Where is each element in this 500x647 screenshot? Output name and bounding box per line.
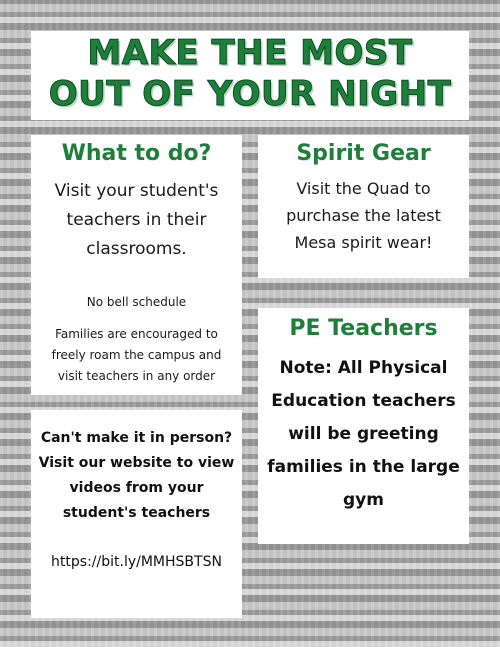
website-link[interactable]: https://bit.ly/MMHSBTSN — [51, 554, 222, 570]
pe-teachers-panel — [258, 308, 469, 544]
what-to-do-text: Visit your student's teachers in their classrooms. — [54, 181, 219, 259]
pe-teachers-note: Note: All Physical Education teachers will be greeting families in the large gym — [267, 358, 460, 510]
spirit-gear-text: Visit the Quad to purchase the latest Mesa spirit wear! — [286, 179, 441, 252]
online-message: Can't make it in person? Visit our website to view videos from your student's teachers — [38, 430, 235, 521]
title-line-2: OUT OF YOUR NIGHT — [48, 74, 452, 114]
title-banner — [31, 31, 469, 120]
spirit-gear-panel — [258, 135, 469, 278]
what-to-do-panel — [31, 135, 242, 395]
pe-teachers-heading: PE Teachers — [289, 316, 438, 341]
online-panel — [31, 410, 242, 618]
what-to-do-heading: What to do? — [61, 141, 212, 166]
no-bell-note: No bell schedule — [86, 295, 187, 309]
title-line-1: MAKE THE MOST — [87, 33, 413, 73]
families-note: Families are encouraged to freely roam the campus and visit teachers in any order — [51, 327, 222, 383]
spirit-gear-heading: Spirit Gear — [296, 141, 431, 166]
